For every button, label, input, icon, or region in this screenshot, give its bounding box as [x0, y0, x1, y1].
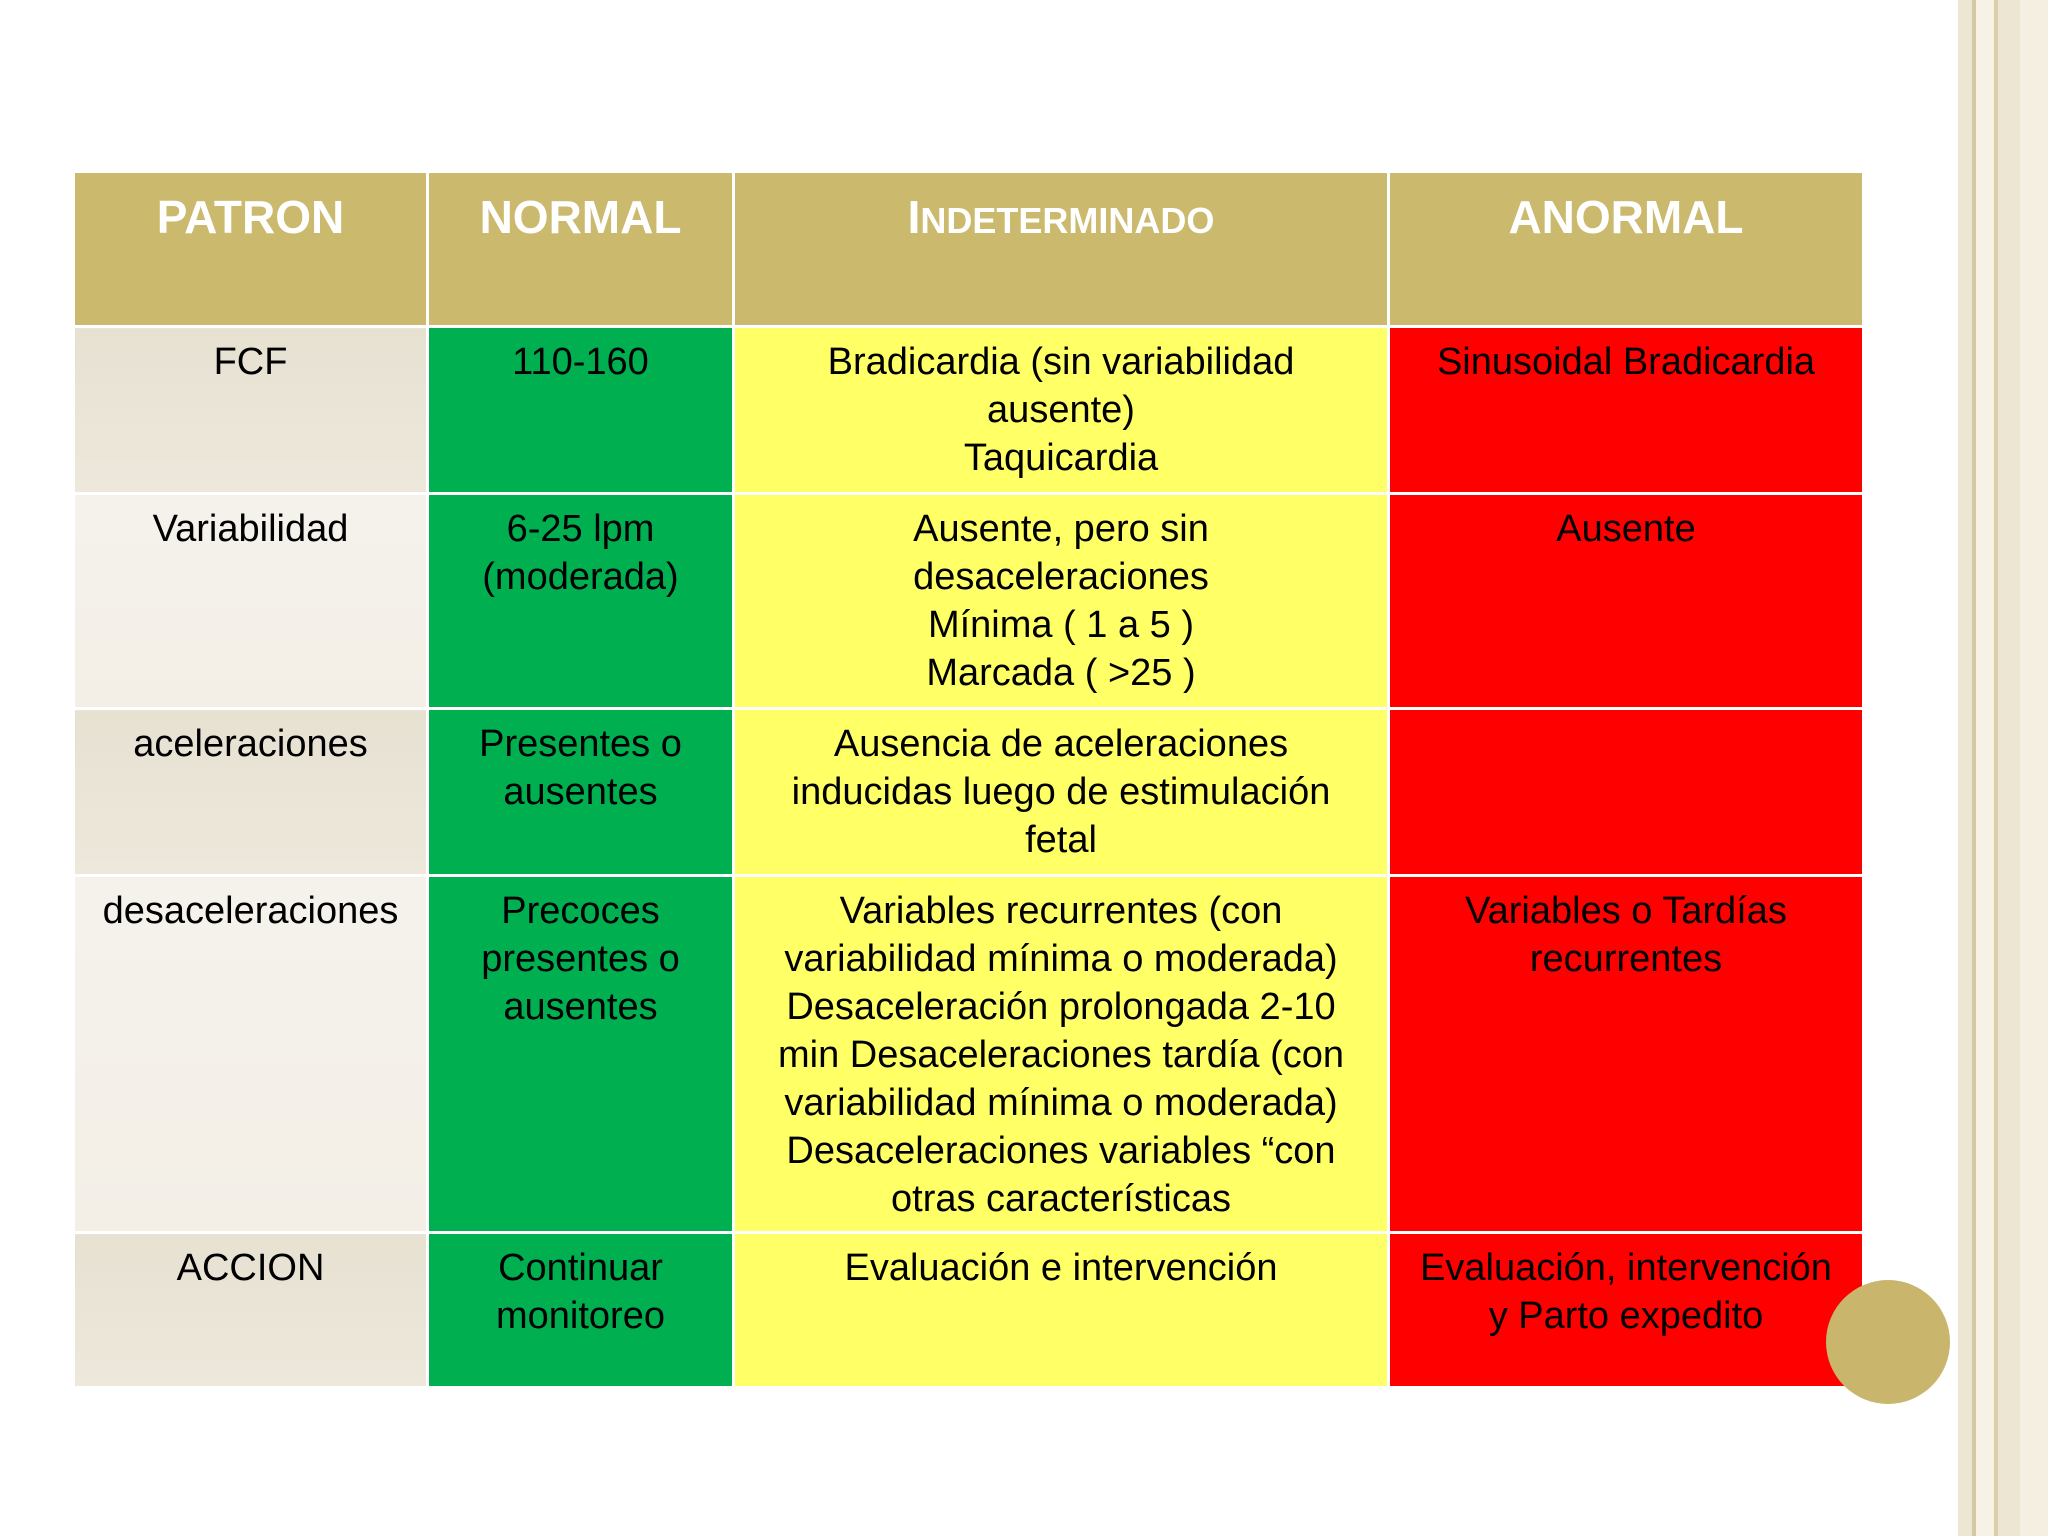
normal-cell	[428, 709, 734, 876]
anormal-cell	[1389, 876, 1864, 1233]
cell-line: y Parto expedito	[1488, 1295, 1764, 1337]
anormal-cell	[1389, 1233, 1864, 1388]
cell-line: ausentes	[503, 771, 658, 813]
row-label: aceleraciones	[74, 709, 428, 876]
normal-cell	[428, 494, 734, 709]
row-label: desaceleraciones	[74, 876, 428, 1233]
fcf-classification-table	[72, 170, 1865, 1389]
normal-cell	[428, 1233, 734, 1388]
cell-line: Mínima ( 1 a 5 )	[927, 604, 1195, 646]
decorative-stripe	[1976, 0, 1994, 1536]
header-anormal: ANORMAL	[1389, 172, 1864, 327]
indeterminado-cell	[734, 876, 1389, 1233]
decorative-stripe	[2020, 0, 2048, 1536]
header-normal: NORMAL	[428, 172, 734, 327]
decorative-stripe	[1958, 0, 1972, 1536]
cell-line: desaceleraciones	[913, 556, 1209, 598]
cell-line: Variables recurrentes (con	[839, 890, 1283, 932]
cell-line: recurrentes	[1529, 938, 1723, 980]
header-indeterminado	[734, 172, 1389, 327]
table-row	[74, 327, 1864, 494]
cell-line: monitoreo	[496, 1295, 665, 1337]
cell-line: Presentes o	[479, 723, 682, 765]
table-row	[74, 709, 1864, 876]
header-row	[74, 172, 1864, 327]
indeterminado-cell	[734, 494, 1389, 709]
header-patron: PATRON	[74, 172, 428, 327]
cell-line: Bradicardia (sin variabilidad	[827, 341, 1295, 383]
anormal-cell	[1389, 327, 1864, 494]
cell-line: (moderada)	[482, 556, 679, 598]
cell-line: Evaluación, intervención	[1420, 1247, 1832, 1289]
cell-line: Ausente, pero sin	[913, 508, 1209, 550]
header-indeterminado-rest: NDETERMINADO	[920, 200, 1215, 241]
indeterminado-cell	[734, 327, 1389, 494]
cell-line: Variables o Tardías	[1465, 890, 1787, 932]
header-indeterminado-initial: I	[907, 191, 921, 243]
cell-line: Desaceleraciones variables “con	[786, 1130, 1336, 1172]
cell-line: Precoces	[501, 890, 660, 932]
cell-line: Ausencia de aceleraciones	[833, 723, 1289, 765]
cell-line: 110-160	[512, 341, 649, 383]
cell-line: Evaluación e intervención	[844, 1247, 1278, 1289]
cell-line: 6-25 lpm	[506, 508, 655, 550]
row-label: Variabilidad	[74, 494, 428, 709]
indeterminado-cell	[734, 709, 1389, 876]
cell-line: ausente)	[987, 389, 1135, 431]
row-label: ACCION	[74, 1233, 428, 1388]
cell-line: Marcada ( >25 )	[926, 652, 1196, 694]
cell-line: otras características	[891, 1178, 1231, 1220]
cell-line: Sinusoidal Bradicardia	[1436, 341, 1816, 383]
indeterminado-cell	[734, 1233, 1389, 1388]
cell-line: inducidas luego de estimulación	[791, 771, 1331, 813]
table-row	[74, 494, 1864, 709]
cell-line: Taquicardia	[963, 437, 1159, 479]
decorative-circle	[1826, 1280, 1950, 1404]
cell-line: variabilidad mínima o moderada)	[784, 938, 1338, 980]
anormal-cell	[1389, 709, 1864, 876]
cell-line: fetal	[1025, 819, 1097, 861]
cell-line: Ausente	[1556, 508, 1696, 550]
cell-line: variabilidad mínima o moderada)	[784, 1082, 1338, 1124]
cell-line: Desaceleración prolongada 2-10	[786, 986, 1336, 1028]
row-label: FCF	[74, 327, 428, 494]
anormal-cell	[1389, 494, 1864, 709]
cell-line: presentes o	[481, 938, 680, 980]
table-row	[74, 876, 1864, 1233]
normal-cell	[428, 327, 734, 494]
decorative-stripe	[1998, 0, 2020, 1536]
table-row	[74, 1233, 1864, 1388]
cell-line: Continuar	[498, 1247, 663, 1289]
cell-line: ausentes	[503, 986, 658, 1028]
normal-cell	[428, 876, 734, 1233]
cell-line: min Desaceleraciones tardía (con	[777, 1034, 1345, 1076]
